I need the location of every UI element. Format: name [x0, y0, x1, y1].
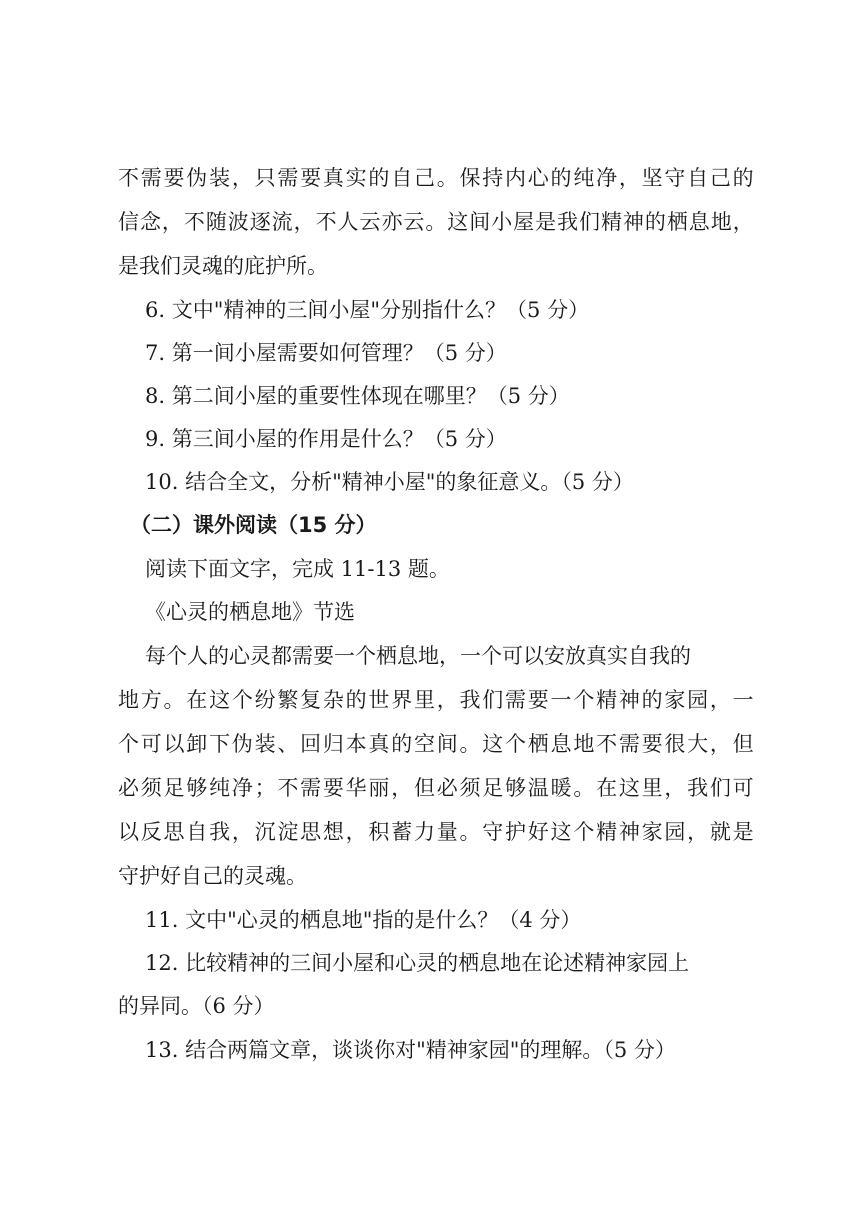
instruction-text: 阅读下面文字，完成 11-13 题。	[145, 557, 450, 581]
question-12-continued: 的异同。（6 分）	[118, 994, 275, 1018]
question-11: 11. 文中"心灵的栖息地"指的是什么？（4 分）	[145, 908, 582, 932]
question-6: 6. 文中"精神的三间小屋"分别指什么？（5 分）	[145, 298, 590, 322]
paragraph-line: 必 须 足 够 纯 净 ； 不 需 要 华 丽 ， 但 必 须 足 够 温 暖 。 在 这 里 ， 我 们 可	[118, 776, 754, 800]
paragraph-line: 以 反 思 自 我 ， 沉 淀 思 想 ， 积 蓄 力 量 。 守 护 好 这 个 精 神 家 园 ， 就 是	[118, 820, 754, 844]
paragraph-line: 每个人的心灵都需要一个栖息地，一个可以安放真实自我的	[145, 644, 691, 668]
paragraph-line: 信 念 ， 不 随 波 逐 流 ， 不 人 云 亦 云 。 这 间 小 屋 是 我 们 精 神 的 栖 息 地 ，	[118, 210, 754, 234]
paragraph-line: 守护好自己的灵魂。	[118, 864, 307, 888]
paragraph-line: 是我们灵魂的庇护所。	[118, 254, 328, 278]
question-9: 9. 第三间小屋的作用是什么？（5 分）	[145, 427, 507, 451]
paragraph-line: 地 方 。 在 这 个 纷 繁 复 杂 的 世 界 里 ， 我 们 需 要 一 个 精 神 的 家 园 ， 一	[118, 688, 754, 712]
question-7: 7. 第一间小屋需要如何管理？（5 分）	[145, 341, 507, 365]
excerpt-title: 《心灵的栖息地》节选	[145, 600, 355, 624]
question-13: 13. 结合两篇文章，谈谈你对"精神家园"的理解。（5 分）	[145, 1038, 676, 1062]
paragraph-line: 不 需 要 伪 装 ， 只 需 要 真 实 的 自 己 。 保 持 内 心 的 纯 净 ， 坚 守 自 己 的	[118, 166, 754, 190]
section-heading: （二）课外阅读（15 分）	[130, 513, 377, 537]
question-10: 10. 结合全文，分析"精神小屋"的象征意义。（5 分）	[145, 470, 634, 494]
question-12: 12. 比较精神的三间小屋和心灵的栖息地在论述精神家园上	[145, 951, 690, 975]
question-8: 8. 第二间小屋的重要性体现在哪里？（5 分）	[145, 384, 570, 408]
paragraph-line: 个 可 以 卸 下 伪 装 、 回 归 本 真 的 空 间 。 这 个 栖 息 地 不 需 要 很 大 ， 但	[118, 732, 754, 756]
